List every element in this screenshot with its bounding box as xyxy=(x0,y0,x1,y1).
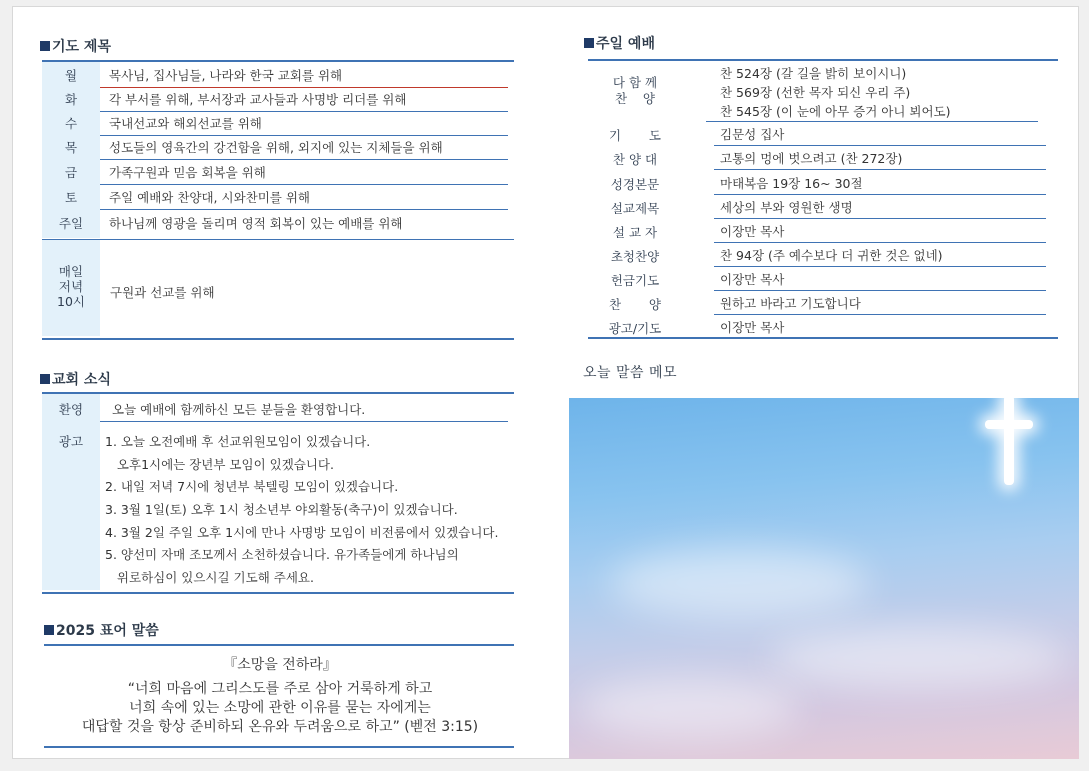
worship-row-line xyxy=(714,194,1046,195)
worship-section-title: 주일 예배 xyxy=(584,33,655,53)
prayer-day: 월 xyxy=(64,68,78,83)
notice-item: 3. 3월 1일(토) 오후 1시 청소년부 야외활동(축구)이 있겠습니다. xyxy=(105,502,458,517)
prayer-day: 수 xyxy=(64,116,78,131)
worship-value: 고통의 멍에 벗으려고 (찬 272장) xyxy=(720,151,903,166)
prayer-row xyxy=(42,136,510,158)
notice-label: 광고 xyxy=(58,434,84,449)
notice-item: 위로하심이 있으시길 기도해 주세요. xyxy=(105,570,314,585)
hymn-item: 찬 545장 (이 눈에 아무 증거 아니 뵈어도) xyxy=(720,104,951,119)
worship-label: 찬 양 xyxy=(609,297,661,312)
square-icon xyxy=(40,374,50,384)
notice-item: 2. 내일 저녁 7시에 청년부 북텔링 모임이 있겠습니다. xyxy=(105,479,399,494)
worship-row-line xyxy=(714,218,1046,219)
notice-item: 오후1시에는 장년부 모임이 있겠습니다. xyxy=(105,457,334,472)
prayer-text: 주일 예배와 찬양대, 시와찬미를 위해 xyxy=(109,190,310,205)
prayer-row xyxy=(42,186,510,208)
prayer-row xyxy=(42,161,510,183)
worship-value: 세상의 부와 영원한 생명 xyxy=(720,200,853,215)
prayer-text: 하나님께 영광을 돌리며 영적 회복이 있는 예배를 위해 xyxy=(109,216,403,231)
memo-title: 오늘 말씀 메모 xyxy=(583,365,678,381)
worship-row-line xyxy=(714,290,1046,291)
worship-row-line xyxy=(714,314,1046,315)
worship-label: 찬 양 대 xyxy=(612,152,658,167)
prayer-divider xyxy=(42,239,514,240)
verse-bottom-rule xyxy=(44,746,514,748)
prayer-text: 가족구원과 믿음 회복을 위해 xyxy=(109,165,266,180)
worship-value: 이장만 목사 xyxy=(720,272,785,287)
verse-line: 너희 속에 있는 소망에 관한 이유를 묻는 자에게는 xyxy=(129,700,431,716)
prayer-row xyxy=(42,88,510,110)
worship-row-line xyxy=(714,266,1046,267)
prayer-text: 성도들의 영육간의 강건함을 위해, 외지에 있는 지체들을 위해 xyxy=(109,140,443,155)
square-icon xyxy=(40,41,50,51)
worship-row-line xyxy=(714,242,1046,243)
worship-label: 성경본문 xyxy=(610,177,660,192)
sky-background-image xyxy=(569,398,1079,759)
welcome-label: 환영 xyxy=(58,402,84,417)
worship-value: 원하고 바라고 기도합니다 xyxy=(720,296,861,311)
hymn-item: 찬 569장 (선한 목자 되신 우리 주) xyxy=(720,85,911,100)
verse-top-rule xyxy=(44,644,514,646)
square-icon xyxy=(584,38,594,48)
welcome-text: 오늘 예배에 함께하신 모든 분들을 환영합니다. xyxy=(112,402,366,417)
news-top-rule xyxy=(42,392,514,394)
prayer-top-rule xyxy=(42,60,514,62)
worship-bottom-rule xyxy=(588,337,1058,339)
news-label-column xyxy=(42,394,100,590)
worship-row-line xyxy=(714,169,1046,170)
prayer-row-line xyxy=(100,184,508,185)
worship-label: 광고/기도 xyxy=(608,321,662,336)
prayer-text: 각 부서를 위해, 부서장과 교사들과 사명방 리더를 위해 xyxy=(109,92,407,107)
news-divider xyxy=(100,421,508,422)
verse-heading: 『소망을 전하라』 xyxy=(223,657,337,673)
daily-label: 매일 저녁 10시 xyxy=(57,264,85,309)
square-icon xyxy=(44,625,54,635)
hymn-item: 찬 524장 (갈 길을 밝히 보이시니) xyxy=(720,66,907,81)
prayer-day: 목 xyxy=(64,140,78,155)
verse-section-title: 2025 표어 말씀 xyxy=(44,620,159,640)
prayer-text: 목사님, 집사님들, 나라와 한국 교회를 위해 xyxy=(109,68,343,83)
worship-value: 이장만 목사 xyxy=(720,224,785,239)
worship-value: 찬 94장 (주 예수보다 더 귀한 것은 없네) xyxy=(720,248,943,263)
worship-value: 이장만 목사 xyxy=(720,320,785,335)
worship-value: 마태복음 19장 16~ 30절 xyxy=(720,176,863,191)
hymn-list xyxy=(720,64,950,121)
prayer-day: 화 xyxy=(64,92,78,107)
prayer-row xyxy=(42,64,510,86)
prayer-row xyxy=(42,212,510,234)
daily-text: 구원과 선교를 위해 xyxy=(110,285,215,300)
prayer-day: 금 xyxy=(64,165,78,180)
news-section-title: 교회 소식 xyxy=(40,369,111,389)
cross-icon xyxy=(1004,395,1014,485)
verse-line: 대답할 것을 항상 준비하되 온유와 두려움으로 하고” (벧전 3:15) xyxy=(81,719,479,735)
prayer-row-line xyxy=(100,159,508,160)
worship-label: 초청찬양 xyxy=(610,249,660,264)
worship-value: 김문성 집사 xyxy=(720,127,785,142)
prayer-bottom-rule xyxy=(42,338,514,340)
worship-label: 기 도 xyxy=(609,128,661,143)
prayer-section-title: 기도 제목 xyxy=(40,36,111,56)
worship-row-line xyxy=(714,145,1046,146)
cross-icon-bar xyxy=(985,420,1033,429)
hymn-label: 다 함 께 찬 양 xyxy=(612,75,658,106)
worship-label: 헌금기도 xyxy=(610,273,660,288)
prayer-day: 토 xyxy=(64,190,78,205)
worship-label: 설교제목 xyxy=(610,201,660,216)
prayer-row xyxy=(42,112,510,134)
news-bottom-rule xyxy=(42,592,514,594)
worship-top-rule xyxy=(588,59,1058,61)
notice-item: 4. 3월 2일 주일 오후 1시에 만나 사명방 모임이 비전룸에서 있겠습니다. xyxy=(105,525,499,540)
verse-line: “너희 마음에 그리스도를 주로 삼아 거룩하게 하고 xyxy=(127,681,433,697)
prayer-row-line xyxy=(100,209,508,210)
notice-item: 1. 오늘 오전예배 후 선교위원모임이 있겠습니다. xyxy=(105,434,371,449)
prayer-day: 주일 xyxy=(58,216,84,231)
worship-label: 설 교 자 xyxy=(612,225,658,240)
worship-row-line xyxy=(706,121,1038,122)
prayer-text: 국내선교와 해외선교를 위해 xyxy=(109,116,262,131)
notice-item: 5. 양선미 자매 조모께서 소천하셨습니다. 유가족들에게 하나님의 xyxy=(105,547,459,562)
